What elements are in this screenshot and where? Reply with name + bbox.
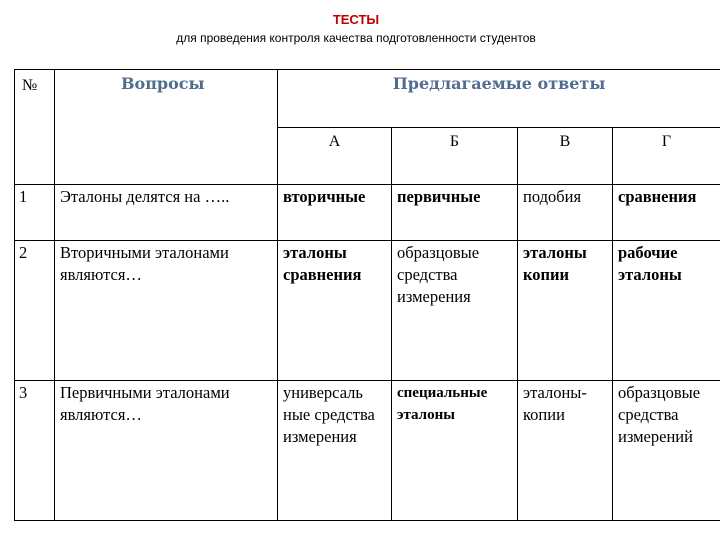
document-subtitle: для проведения контроля качества подготовленности студентов <box>176 31 536 45</box>
answer-letter-b: Б <box>392 128 518 185</box>
table-header-row <box>15 70 720 128</box>
table-row <box>15 381 720 521</box>
questions-column-header: Вопросы <box>55 70 278 185</box>
answers-column-header: Предлагаемые ответы <box>278 70 720 128</box>
answer-letter-v: В <box>518 128 613 185</box>
answer-v: эталоны-копии <box>518 381 613 521</box>
number-column-header: № <box>15 70 55 185</box>
row-number: 3 <box>15 381 55 521</box>
row-number: 1 <box>15 185 55 241</box>
answer-v: эталоны копии <box>518 241 613 381</box>
answer-g: образцовые средства измерений <box>613 381 720 521</box>
answer-g: рабочие эталоны <box>613 241 720 381</box>
answer-v: подобия <box>518 185 613 241</box>
question-text: Вторичными эталонами являются… <box>55 241 278 381</box>
document-title: ТЕСТЫ <box>332 12 380 27</box>
table-row <box>15 241 720 381</box>
answer-g: сравнения <box>613 185 720 241</box>
answer-a: эталоны сравнения <box>278 241 392 381</box>
answer-letter-a: А <box>278 128 392 185</box>
row-number: 2 <box>15 241 55 381</box>
question-text: Эталоны делятся на ….. <box>55 185 278 241</box>
answer-letter-g: Г <box>613 128 720 185</box>
table-row <box>15 185 720 241</box>
answer-a: универсаль ные средства измерения <box>278 381 392 521</box>
answer-b: первичные <box>392 185 518 241</box>
answer-b: образцовые средства измерения <box>392 241 518 381</box>
answer-b: специальные эталоны <box>392 381 518 521</box>
question-text: Первичными эталонами являются… <box>55 381 278 521</box>
answer-a: вторичные <box>278 185 392 241</box>
tests-table <box>14 69 720 521</box>
